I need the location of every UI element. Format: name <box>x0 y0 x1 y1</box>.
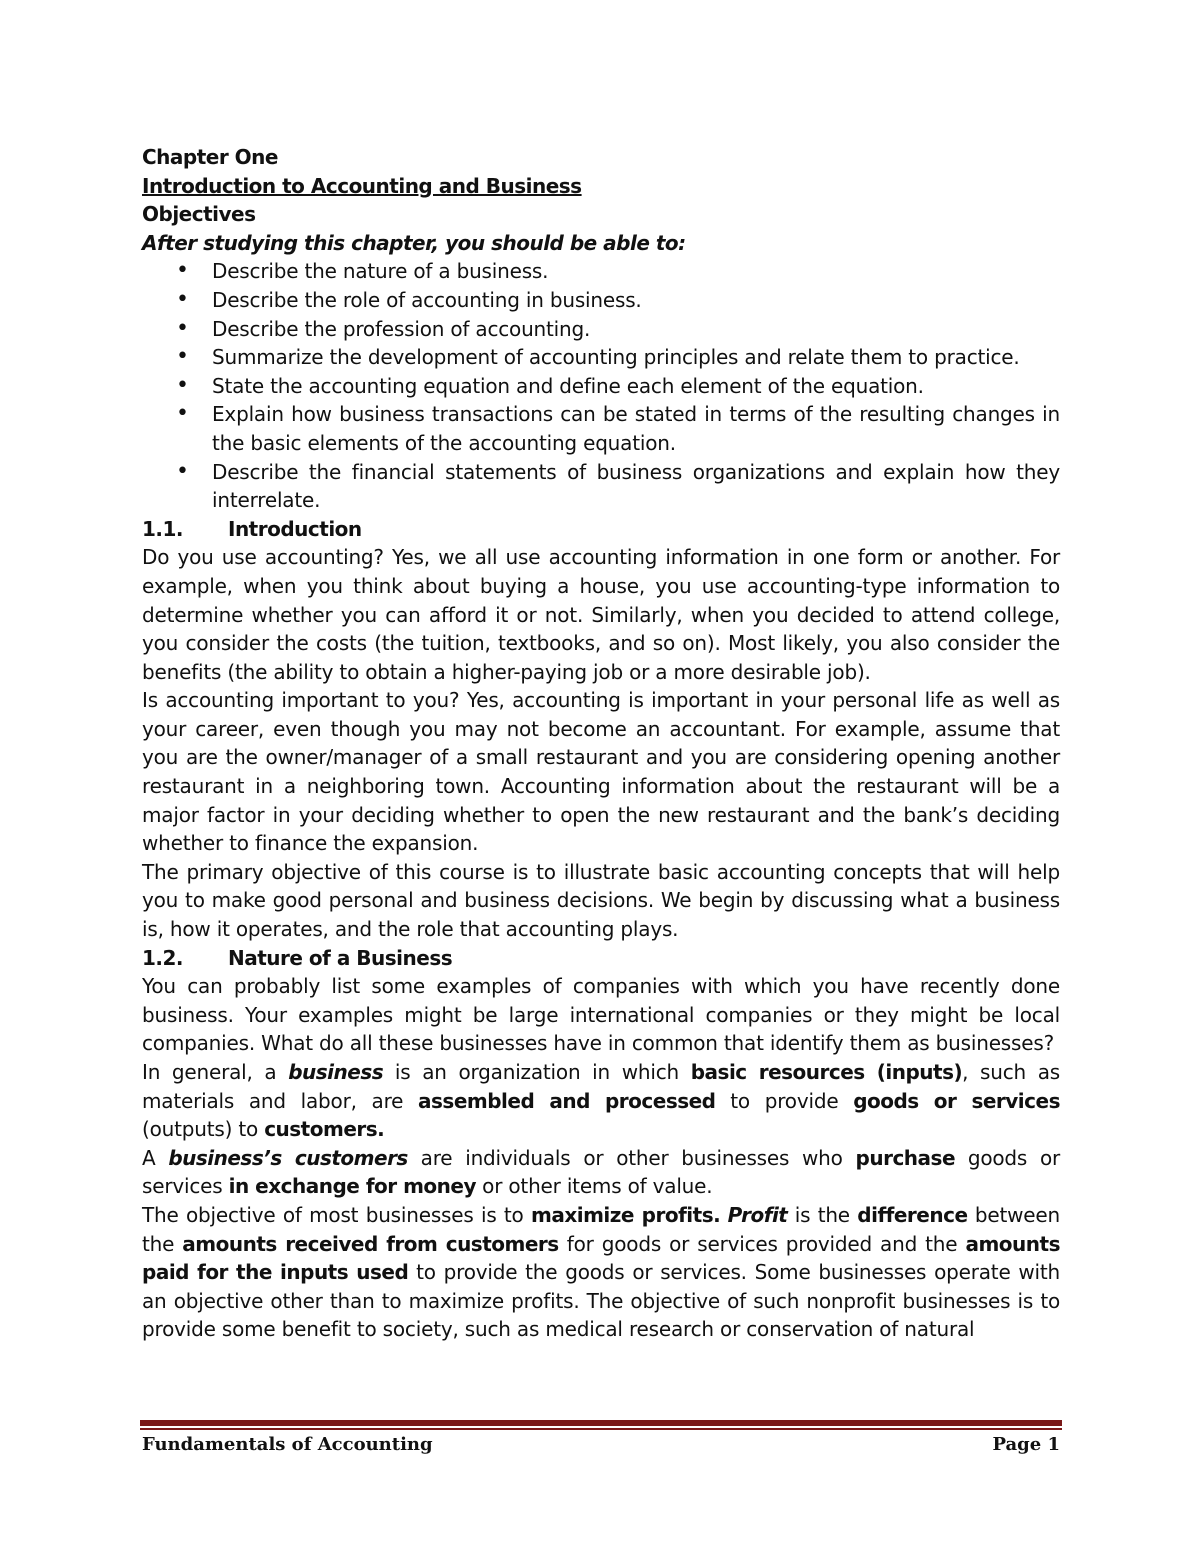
key-term: difference <box>857 1202 968 1227</box>
objective-item: • Describe the financial statements of business organizations and explain how they interrelate. <box>142 458 1060 515</box>
text-run: to provide <box>715 1088 854 1113</box>
objective-item: • Describe the profession of accounting. <box>142 315 1060 344</box>
objectives-list <box>142 257 1060 514</box>
objectives-heading: Objectives <box>142 202 256 227</box>
section-number: 1.1. <box>142 516 184 541</box>
key-term: basic resources (inputs) <box>690 1060 963 1084</box>
text-run: to provide the goods or services. Some businesses operate with an objective other than to maximize profits. The objective of such nonprofit businesses is to provide some benefit to society, such as medical research or conservation of natural <box>142 1260 1061 1342</box>
text-run: for goods or services provided and the <box>558 1231 966 1256</box>
text-run: between the <box>142 1202 1060 1256</box>
section-number: 1.2. <box>142 945 184 970</box>
objective-item: • Describe the role of accounting in business. <box>142 286 1060 315</box>
objective-item: • Summarize the development of accounting principles and relate them to practice. <box>142 343 1060 372</box>
footer-page-number: Page 1 <box>992 1434 1060 1455</box>
page-content <box>142 143 1060 1344</box>
key-term: customers. <box>264 1117 385 1142</box>
text-run: goods or services <box>142 1145 1060 1199</box>
key-term: goods or services <box>853 1088 1060 1113</box>
paragraph: The primary objective of this course is to illustrate basic accounting concepts that will help you to make good personal and business decisions. We begin by discussing what a business is, how it operates, and the role that accounting plays. <box>142 859 1060 942</box>
chapter-label: Chapter One <box>142 145 278 169</box>
objective-item: • Describe the nature of a business. <box>142 257 1060 286</box>
objective-item: • State the accounting equation and define each element of the equation. <box>142 372 1060 401</box>
section-title: Introduction <box>228 516 362 541</box>
text-run: In general, a <box>142 1060 289 1084</box>
text-run: or other items of value. <box>476 1174 713 1199</box>
key-term: amounts paid for the inputs used <box>142 1231 1060 1285</box>
text-run: are individuals or other businesses who <box>407 1145 856 1170</box>
key-term: business’s customers <box>168 1145 408 1170</box>
paragraph: Is accounting important to you? Yes, accounting is important in your personal life as well as your career, even though you may not become an accountant. For example, assume that you are the owner/manager of a small restaurant and you are considering opening another restaurant in a neighboring town. Accounting information about the restaurant will be a major factor in your deciding whether to open the new restaurant and the bank’s deciding whether to finance the expansion. <box>142 688 1060 856</box>
key-term: in exchange for money <box>228 1174 477 1199</box>
key-term: maximize profits. <box>530 1202 721 1227</box>
section-title: Nature of a Business <box>228 945 453 970</box>
text-run: is the <box>787 1202 858 1227</box>
key-term: amounts received from customers <box>182 1231 559 1256</box>
paragraph: Do you use accounting? Yes, we all use accounting information in one form or another. For example, when you think about buying a house, you use accounting-type information to determine whether you can afford it or not. Similarly, when you decided to attend college, you consider the costs (the tuition, textbooks, and so on). Most likely, you also consider the benefits (the ability to obtain a higher-paying job or a more desirable job). <box>142 545 1060 684</box>
paragraph-customers-definition <box>142 1144 1060 1201</box>
text-run: The objective of most businesses is to <box>142 1202 531 1227</box>
key-term: Profit <box>727 1202 788 1227</box>
objectives-intro: After studying this chapter, you should be able to: <box>142 230 686 255</box>
text-run: , such as materials and labor, are <box>142 1060 1061 1113</box>
text-run <box>720 1203 727 1227</box>
paragraph-profit-definition <box>142 1201 1060 1344</box>
key-term: purchase <box>855 1145 956 1170</box>
paragraph: You can probably list some examples of companies with which you have recently done business. Your examples might be large international companies or they might be local companies. What do all these businesses have in common that identify them as businesses? <box>142 974 1060 1056</box>
footer-rule-thin <box>140 1428 1062 1430</box>
footer-rule <box>140 1420 1062 1426</box>
key-term: business <box>288 1060 384 1084</box>
key-term: assembled and processed <box>418 1088 716 1113</box>
text-run: (outputs) to <box>142 1117 265 1142</box>
section-heading-nature-of-business <box>142 944 1060 973</box>
text-run: A <box>142 1145 169 1170</box>
paragraph-business-definition <box>142 1058 1060 1144</box>
objective-item: • Explain how business transactions can be stated in terms of the resulting changes in the basic elements of the accounting equation. <box>142 400 1060 457</box>
section-heading-introduction <box>142 515 1060 544</box>
page-footer <box>142 1434 1060 1455</box>
text-run: is an organization in which <box>383 1060 691 1084</box>
chapter-title: Introduction to Accounting and Business <box>142 173 582 198</box>
footer-book-title: Fundamentals of Accounting <box>142 1434 433 1455</box>
